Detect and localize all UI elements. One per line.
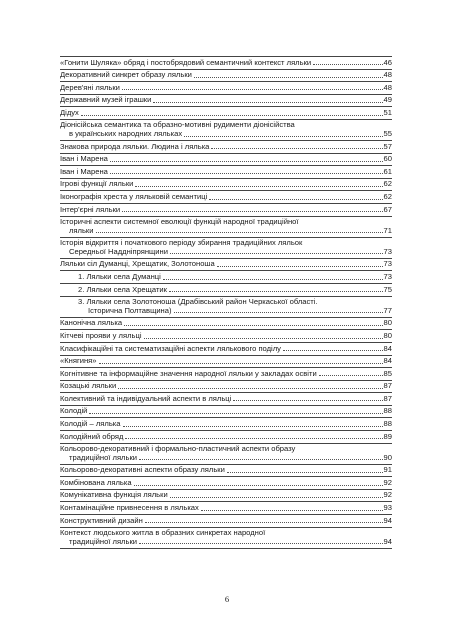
toc-entry-line [60,84,392,93]
dot-leader [211,148,382,149]
toc-entry [60,191,392,204]
toc-entry-line [60,273,392,282]
toc-entry-title: Історичні аспекти системної еволюції функцій народної традиційної [60,217,299,227]
toc-entry-title: Ляльки сіл Думанці, Хрещатик, Золотоноша [60,259,215,269]
toc-entry-page: 73 [383,246,392,256]
toc-entry-page: 62 [383,191,392,201]
toc-entry-title: Дідух [60,107,79,117]
toc-entry-line [60,248,392,257]
toc-entry-line [60,466,392,475]
dot-leader [170,253,383,254]
toc-entry-page: 67 [383,204,392,214]
dot-leader [96,232,383,233]
toc-entry-title: 3. Ляльки села Золотоноша (Драбівський район Черкаської області. [78,297,318,307]
toc-entry-title: Іван і Марена [60,154,108,164]
toc-entry-title: Когнітивне та інформаційне значення народної ляльки у закладах освіти [60,368,317,378]
toc-entry [60,318,392,331]
dot-leader [134,485,383,486]
page-number: 6 [224,594,230,604]
toc-entry-line [60,155,392,164]
toc-entry [60,356,392,369]
toc-entry-page: 48 [383,70,392,80]
toc-entry-line [60,407,392,416]
toc-entry-title: Державний музей іграшки [60,95,152,105]
dot-leader [174,312,383,313]
toc-entry-title: Конструктивний дизайн [60,515,143,525]
toc-entry-title: 1. Ляльки села Думанці [78,272,161,282]
toc-entry-line [60,319,392,328]
toc-entry [60,238,392,259]
toc-entry-title: Контамінаційне привнесення в ляльках [60,503,199,513]
dot-leader [122,89,383,90]
toc-entry-line [60,332,392,341]
toc-entry-line [60,433,392,442]
toc-entry-title: Колодій – лялька [60,419,121,428]
toc-entry-line [60,307,392,316]
toc-entry [60,179,392,192]
toc-entry-page: 89 [383,431,392,441]
toc-entry-line [60,504,392,513]
dot-leader [125,438,382,439]
dot-leader [118,388,382,389]
dot-leader [319,375,383,376]
toc-entry-title: Історія відкриття і початкового періоду збирання традиційних ляльок [60,238,303,248]
toc-entry-title: Колодійний обряд [60,431,124,441]
toc-entry [60,141,392,154]
toc-entry [60,528,392,549]
dot-leader [170,497,383,498]
toc-entry-page: 85 [383,368,392,378]
dot-leader [201,510,383,511]
toc-entry [60,259,392,272]
toc-entry [60,284,392,297]
toc-entry [60,477,392,490]
toc-entry-title: Знакова природа ляльки. Людина і лялька [60,141,210,151]
toc-entry-page: 51 [383,107,392,117]
toc-entry-title: «Гонити Шуляка» обряд і постобрядовий семантичний контекст ляльки [60,57,312,67]
toc-entry-title: Інтер'єрні ляльки [60,204,121,214]
toc-entry-page: 84 [383,343,392,353]
dot-leader [145,522,383,523]
toc-entry-line [60,59,392,68]
toc-entry-title: 2. Ляльки села Хрещатик [78,284,167,294]
toc-entry-title: Середньої Наддніпрянщини [69,246,168,256]
toc-entry [60,57,392,70]
toc-entry-page: 55 [383,129,392,139]
dot-leader [153,102,382,103]
toc-entry-title: Канонічна лялька [60,318,123,328]
toc-entry [60,393,392,406]
toc-entry-title: ляльки [69,225,94,235]
toc-entry [60,515,392,528]
dot-leader [89,413,382,414]
toc-entry-title: Іван і Марена [60,166,108,176]
toc-entry [60,70,392,83]
toc-entry-page: 61 [383,166,392,176]
toc-entry [60,217,392,238]
toc-entry [60,490,392,503]
toc-entry-title: Діонісійська семантика та образно-мотивні рудименти діонісійства [60,120,295,130]
toc-entry-line [60,96,392,105]
toc-entry-line [60,454,392,463]
toc-entry-line [60,206,392,215]
toc-entry-line [60,370,392,379]
toc-entry-page: 84 [383,356,392,366]
toc-entry-page: 91 [383,465,392,475]
toc-entry-title: Комбінована лялька [60,477,132,487]
toc-entry-page: 75 [383,284,392,294]
toc-entry [60,444,392,465]
dot-leader [135,186,382,187]
toc-entry-line [60,517,392,526]
dot-leader [217,266,383,267]
toc-entry-line [60,143,392,152]
toc-entry-title: Дерев'яні ляльки [60,82,120,92]
toc-entry [60,271,392,284]
toc-entry-line [60,286,392,295]
toc-entry-page: 90 [383,452,392,462]
dot-leader [184,136,382,137]
toc-entry-title: Контекст людського житла в образних синкретах народної [60,528,266,538]
dot-leader [163,279,383,280]
toc-entry-line [60,168,392,177]
toc-entry-line [60,71,392,80]
dot-leader [233,400,382,401]
toc-entry-page: 87 [383,381,392,391]
toc-entry [60,343,392,356]
toc-entry [60,154,392,167]
toc-entry-page: 80 [383,318,392,328]
table-of-contents [60,56,392,549]
dot-leader [139,459,383,460]
toc-entry-page: 73 [383,272,392,282]
toc-entry [60,107,392,120]
toc-entry [60,120,392,141]
toc-entry-line [60,193,392,202]
toc-entry-line [60,218,392,227]
toc-entry-page: 94 [383,536,392,546]
toc-entry-page: 48 [383,82,392,92]
toc-entry-line [60,479,392,488]
toc-entry-line [60,260,392,269]
toc-entry-line [60,345,392,354]
toc-entry-title: традиційної ляльки [69,452,138,462]
toc-entry-title: Класифікаційні та систематизаційні аспекти лялькового поділу [60,343,281,353]
toc-entry [60,95,392,108]
toc-entry-line [60,491,392,500]
dot-leader [124,325,382,326]
dot-leader [283,350,383,351]
toc-entry-page: 49 [383,95,392,105]
toc-entry-page: 87 [383,393,392,403]
dot-leader [227,472,383,473]
dot-leader [194,77,383,78]
toc-entry [60,431,392,444]
toc-entry-line [60,357,392,366]
toc-entry [60,406,392,419]
toc-entry-line [60,180,392,189]
toc-entry-page: 88 [383,419,392,428]
toc-entry [60,418,392,431]
toc-entry [60,368,392,381]
dot-leader [209,199,382,200]
dot-leader [110,173,383,174]
toc-entry-title: Козацькі ляльки [60,381,117,391]
toc-entry [60,166,392,179]
toc-entry-page: 94 [383,515,392,525]
dot-leader [139,543,383,544]
dot-leader [122,211,382,212]
toc-entry-page: 73 [383,259,392,269]
dot-leader [169,291,383,292]
dot-leader [110,161,383,162]
toc-entry-page: 57 [383,141,392,151]
toc-entry-page: 92 [383,477,392,487]
dot-leader [99,363,383,364]
toc-entry-page: 93 [383,503,392,513]
dot-leader [123,426,383,427]
toc-entry-title: Історична Полтавщина) [88,305,172,315]
toc-entry [60,330,392,343]
toc-entry-line [60,538,392,547]
toc-entry-page: 62 [383,179,392,189]
dot-leader [313,64,382,65]
toc-entry-line [60,227,392,236]
toc-entry-title: Комунікативна функція ляльки [60,490,168,500]
toc-entry-page: 80 [383,330,392,340]
toc-entry [60,204,392,217]
toc-entry-title: Іконографія хреста у ляльковій семантиці [60,191,208,201]
toc-entry-title: Кольорово-декоративні аспекти образу ляльки [60,465,225,475]
dot-leader [144,338,383,339]
toc-entry [60,381,392,394]
toc-entry-title: Колодій [60,406,88,416]
toc-entry [60,465,392,478]
toc-entry-line [60,420,392,429]
toc-entry-title: Кітчеві прояви у ляльці [60,330,142,340]
toc-entry-title: традиційної ляльки [69,536,138,546]
toc-entry-page: 77 [383,305,392,315]
toc-entry-title: Колективний та індивідуальний аспекти в ляльці [60,393,232,403]
toc-entry-line [60,395,392,404]
toc-entry [60,502,392,515]
toc-entry [60,297,392,318]
toc-entry-line [60,109,392,118]
toc-entry-title: Декоративний синкрет образу ляльки [60,70,192,80]
toc-entry-title: «Княгиня» [60,356,97,366]
toc-entry-page: 46 [383,57,392,67]
toc-entry [60,82,392,95]
toc-entry-title: в українських народних ляльках [69,129,183,139]
dot-leader [81,115,383,116]
toc-entry-page: 88 [383,406,392,416]
toc-entry-page: 60 [383,154,392,164]
toc-entry-page: 92 [383,490,392,500]
toc-entry-title: Ігрові функції ляльки [60,179,134,189]
toc-entry-line [60,130,392,139]
toc-entry-title: Кольорово-декоративний і формально-пластичний аспекти образу [60,444,296,454]
toc-entry-page: 71 [383,225,392,235]
toc-entry-line [60,382,392,391]
